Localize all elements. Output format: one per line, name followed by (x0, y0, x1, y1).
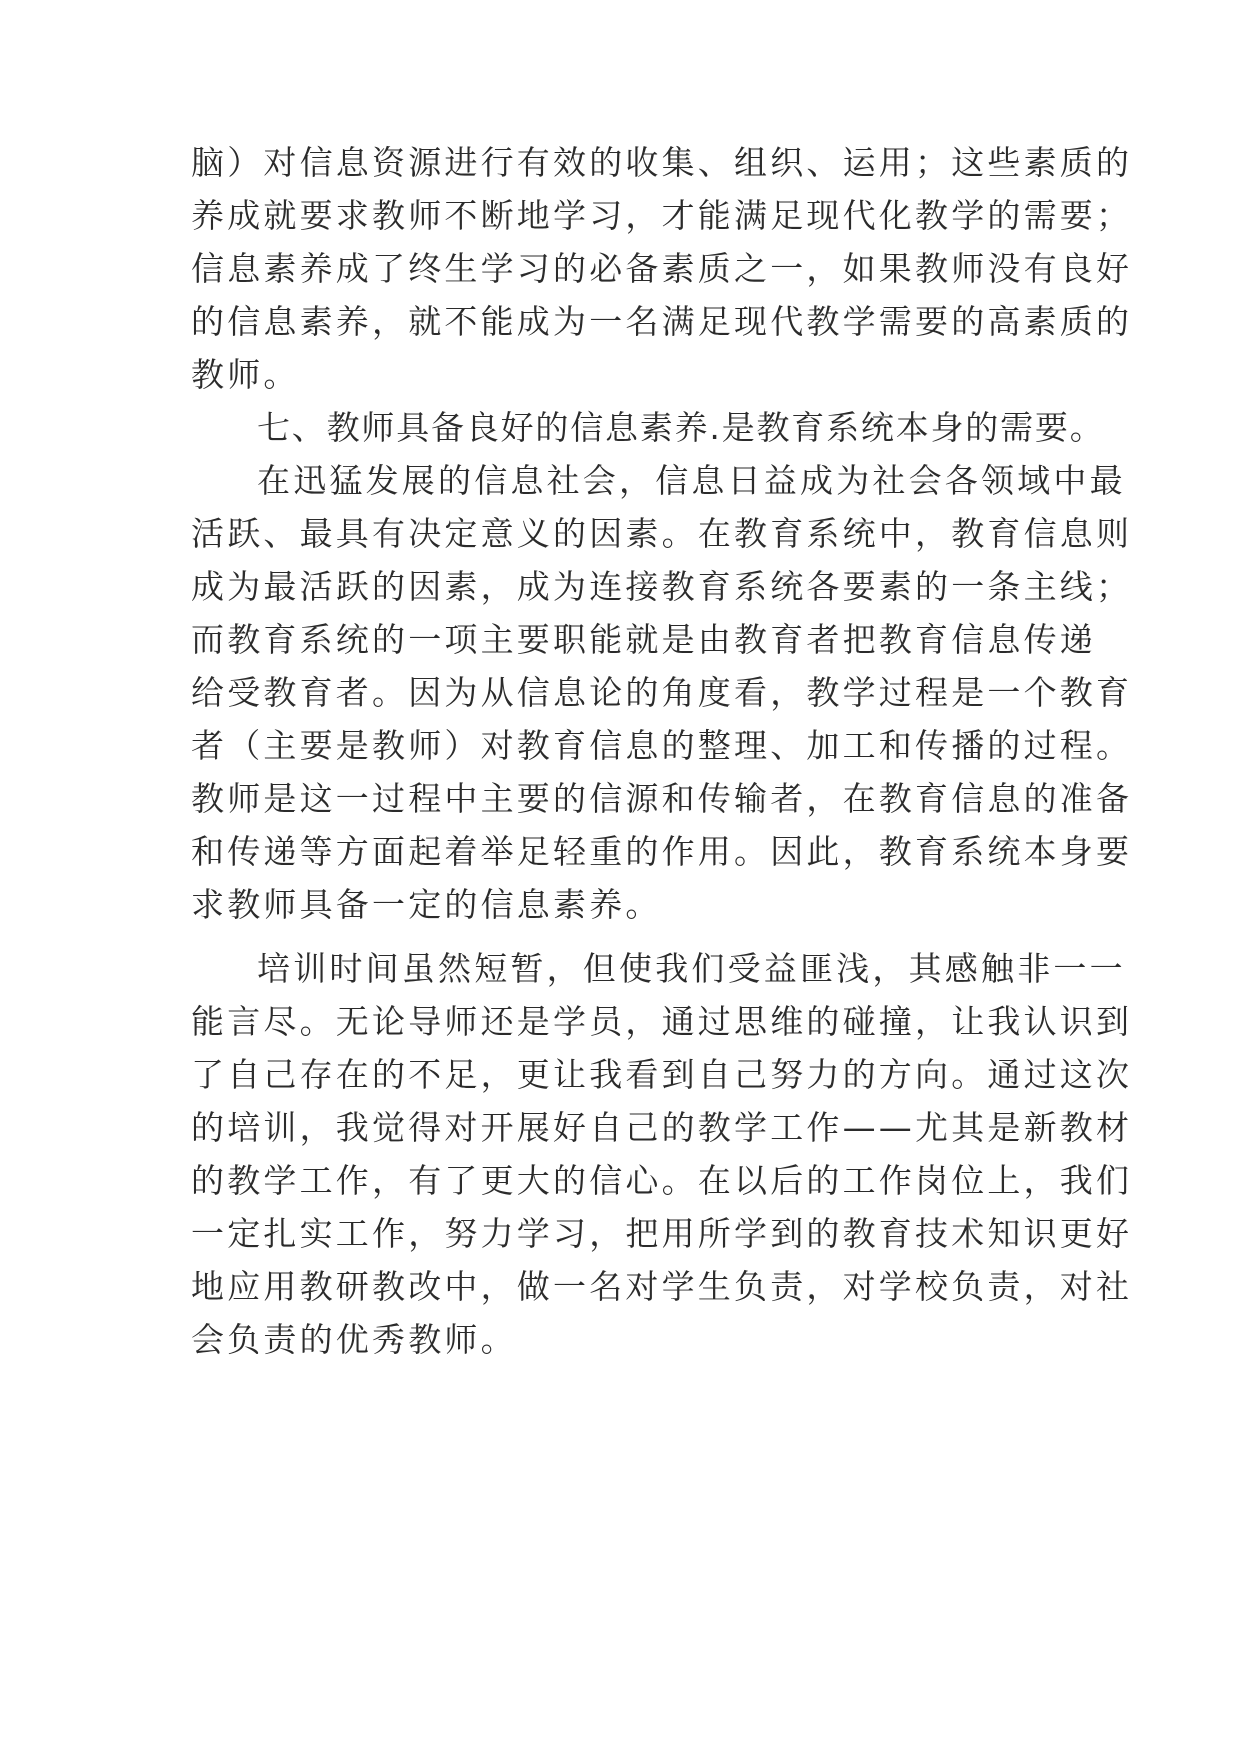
body-text-line: 培训时间虽然短暂，但使我们受益匪浅，其感触非一一 (257, 949, 1126, 988)
body-text-line: 一定扎实工作，努力学习，把用所学到的教育技术知识更好 (191, 1214, 1133, 1253)
body-text-line: 养成就要求教师不断地学习，才能满足现代化教学的需要； (191, 196, 1133, 235)
body-text-line: 给受教育者。因为从信息论的角度看，教学过程是一个教育 (191, 673, 1133, 712)
body-text-line: 的教学工作，有了更大的信心。在以后的工作岗位上，我们 (191, 1161, 1133, 1200)
body-text-line: 脑）对信息资源进行有效的收集、组织、运用；这些素质的 (191, 143, 1133, 182)
body-text-line: 成为最活跃的因素，成为连接教育系统各要素的一条主线； (191, 567, 1133, 606)
body-text-line: 的信息素养，就不能成为一名满足现代教学需要的高素质的 (191, 302, 1133, 341)
body-text-line: 地应用教研教改中，做一名对学生负责，对学校负责，对社 (191, 1267, 1133, 1306)
body-text-line: 在迅猛发展的信息社会，信息日益成为社会各领域中最 (257, 461, 1126, 500)
body-text-line: 会负责的优秀教师。 (191, 1320, 517, 1359)
body-text-line: 和传递等方面起着举足轻重的作用。因此，教育系统本身要 (191, 832, 1133, 871)
body-text-line: 求教师具备一定的信息素养。 (191, 885, 662, 924)
section-heading: 七、教师具备良好的信息素养.是教育系统本身的需要。 (257, 408, 1105, 447)
body-text-line: 而教育系统的一项主要职能就是由教育者把教育信息传递 (191, 620, 1096, 659)
body-text-line: 者（主要是教师）对教育信息的整理、加工和传播的过程。 (191, 726, 1133, 765)
body-text-line: 信息素养成了终生学习的必备素质之一，如果教师没有良好 (191, 249, 1133, 288)
body-text-line: 教师是这一过程中主要的信源和传输者，在教育信息的准备 (191, 779, 1133, 818)
body-text-line: 的培训，我觉得对开展好自己的教学工作——尤其是新教材 (191, 1108, 1133, 1147)
body-text-line: 活跃、最具有决定意义的因素。在教育系统中，教育信息则 (191, 514, 1133, 553)
body-text-line: 能言尽。无论导师还是学员，通过思维的碰撞，让我认识到 (191, 1002, 1133, 1041)
body-text-line: 教师。 (191, 355, 300, 394)
body-text-line: 了自己存在的不足，更让我看到自己努力的方向。通过这次 (191, 1055, 1133, 1094)
